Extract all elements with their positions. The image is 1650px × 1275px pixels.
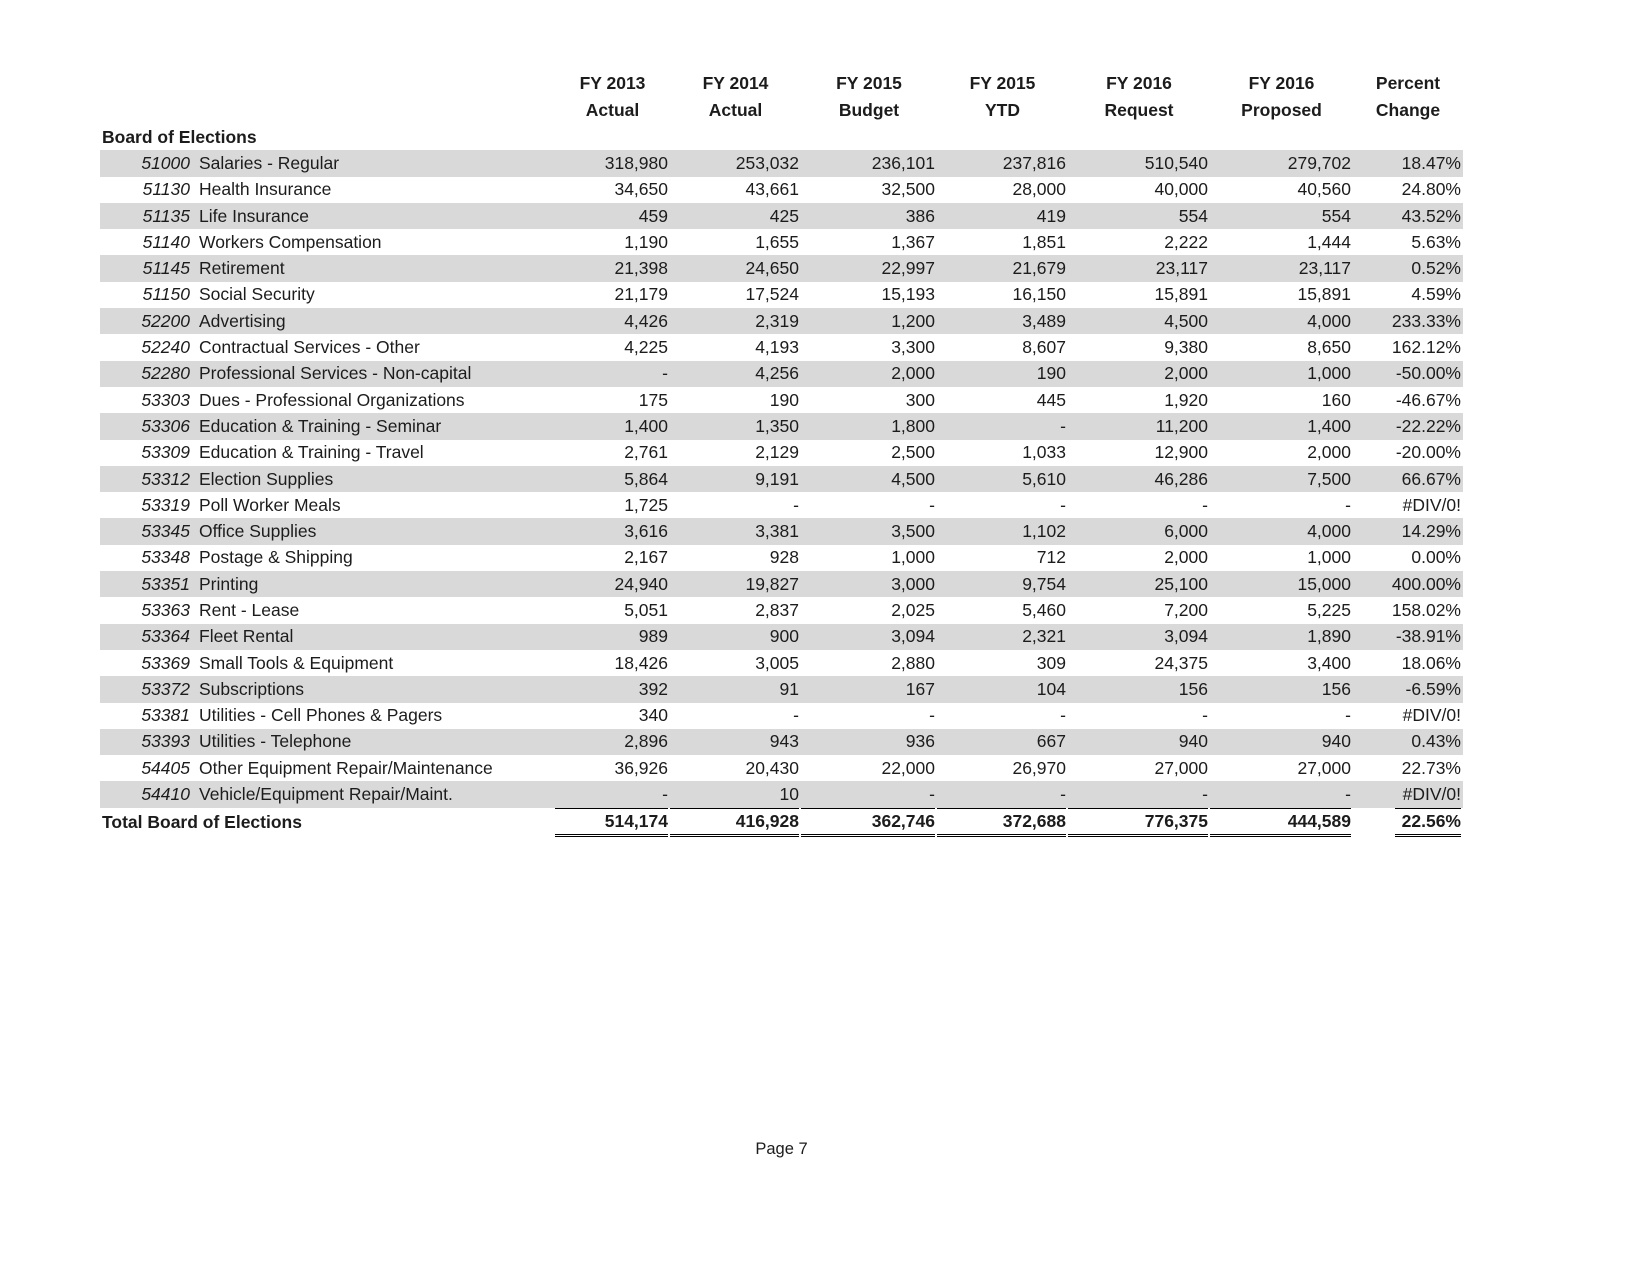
- cell-value: 400.00%: [1391, 573, 1461, 594]
- account-cell: [100, 518, 555, 544]
- cell-value: 66.67%: [1401, 468, 1461, 489]
- cell-value: 12,900: [1154, 442, 1208, 463]
- table-row: [100, 597, 1463, 623]
- cell-value: 19,827: [745, 573, 799, 594]
- account-code: 53303: [141, 389, 190, 410]
- account-label: Poll Worker Meals: [199, 494, 341, 515]
- cell-value: 940: [1178, 731, 1208, 752]
- column-header: FY 2014 Actual: [702, 73, 769, 120]
- cell-value: 340: [638, 705, 668, 726]
- cell-value: 300: [905, 389, 935, 410]
- cell-value: 3,500: [891, 521, 935, 542]
- cell-value: 419: [1036, 205, 1066, 226]
- cell-value: 989: [638, 626, 668, 647]
- cell-value: -: [662, 363, 668, 384]
- cell-value: 167: [905, 678, 935, 699]
- cell-value: 4,500: [1164, 310, 1208, 331]
- cell-value: 5,864: [624, 468, 668, 489]
- cell-value: 7,200: [1164, 599, 1208, 620]
- cell-value: 158.02%: [1391, 599, 1461, 620]
- table-row: [100, 203, 1463, 229]
- cell-value: 16,150: [1012, 284, 1066, 305]
- account-cell: [100, 781, 555, 807]
- cell-value: -: [1345, 705, 1351, 726]
- account-code: 51130: [142, 179, 190, 200]
- cell-value: 40,000: [1154, 179, 1208, 200]
- account-cell: [100, 676, 555, 702]
- cell-value: 2,167: [624, 547, 668, 568]
- account-cell: [100, 413, 555, 439]
- cell-value: 943: [769, 731, 799, 752]
- cell-value: 28,000: [1012, 179, 1066, 200]
- cell-value: 236,101: [871, 152, 935, 173]
- cell-value: 253,032: [735, 152, 799, 173]
- cell-value: 2,000: [891, 363, 935, 384]
- account-label: Professional Services - Non-capital: [199, 363, 472, 384]
- cell-value: 7,500: [1307, 468, 1351, 489]
- total-value: 416,928: [670, 808, 801, 837]
- cell-value: 24,650: [745, 258, 799, 279]
- cell-value: 156: [1321, 678, 1351, 699]
- cell-value: 667: [1036, 731, 1066, 752]
- cell-value: -: [929, 784, 935, 805]
- cell-value: 23,117: [1298, 258, 1351, 279]
- cell-value: 2,000: [1164, 547, 1208, 568]
- cell-value: 1,367: [891, 231, 935, 252]
- cell-value: 160: [1321, 389, 1351, 410]
- cell-value: 445: [1036, 389, 1066, 410]
- account-label: Contractual Services - Other: [199, 337, 420, 358]
- cell-value: -: [1060, 705, 1066, 726]
- account-label: Social Security: [199, 284, 315, 305]
- account-label: Fleet Rental: [199, 626, 294, 647]
- table-row: [100, 492, 1463, 518]
- account-code: 53309: [141, 442, 190, 463]
- account-code: 51150: [142, 284, 190, 305]
- table-row: [100, 255, 1463, 281]
- cell-value: 15,000: [1297, 573, 1351, 594]
- total-label: Total Board of Elections: [102, 811, 302, 832]
- cell-value: -: [1060, 415, 1066, 436]
- header-row: [100, 70, 1463, 124]
- cell-value: 36,926: [614, 757, 668, 778]
- cell-value: 4,225: [624, 337, 668, 358]
- cell-value: 5,051: [624, 599, 668, 620]
- account-code: 51140: [142, 231, 190, 252]
- account-cell: [100, 729, 555, 755]
- cell-value: 3,616: [624, 521, 668, 542]
- cell-value: 2,321: [1022, 626, 1066, 647]
- cell-value: 18.47%: [1401, 152, 1461, 173]
- cell-value: 712: [1036, 547, 1066, 568]
- cell-value: 554: [1178, 205, 1208, 226]
- cell-value: 459: [638, 205, 668, 226]
- account-cell: [100, 571, 555, 597]
- account-label: Utilities - Telephone: [199, 731, 352, 752]
- cell-value: 18.06%: [1401, 652, 1461, 673]
- section-title: Board of Elections: [102, 126, 257, 147]
- budget-sheet: [100, 70, 1463, 837]
- total-value: 22.56%: [1353, 808, 1463, 837]
- cell-value: 27,000: [1154, 757, 1208, 778]
- account-label: Education & Training - Travel: [199, 442, 424, 463]
- cell-value: -50.00%: [1395, 363, 1461, 384]
- cell-value: 2,880: [891, 652, 935, 673]
- cell-value: 510,540: [1144, 152, 1208, 173]
- cell-value: 2,761: [624, 442, 668, 463]
- cell-value: 940: [1321, 731, 1351, 752]
- cell-value: -: [793, 494, 799, 515]
- cell-value: -46.67%: [1395, 389, 1461, 410]
- account-code: 51000: [141, 152, 190, 173]
- cell-value: 900: [769, 626, 799, 647]
- section-row: [100, 124, 1463, 150]
- cell-value: 3,005: [755, 652, 799, 673]
- account-cell: [100, 703, 555, 729]
- cell-value: 190: [1036, 363, 1066, 384]
- account-code: 53369: [141, 652, 190, 673]
- cell-value: 0.00%: [1411, 547, 1461, 568]
- account-code: 54405: [141, 757, 190, 778]
- total-value: 514,174: [555, 808, 670, 837]
- cell-value: 91: [779, 678, 799, 699]
- cell-value: 22.73%: [1401, 757, 1461, 778]
- cell-value: 26,970: [1012, 757, 1066, 778]
- cell-value: -6.59%: [1405, 678, 1461, 699]
- cell-value: 1,000: [891, 547, 935, 568]
- cell-value: 1,800: [891, 415, 935, 436]
- account-code: 53306: [141, 415, 190, 436]
- account-cell: [100, 597, 555, 623]
- cell-value: #DIV/0!: [1402, 784, 1461, 805]
- account-label: Election Supplies: [199, 468, 334, 489]
- cell-value: 156: [1178, 678, 1208, 699]
- total-row: [100, 808, 1463, 837]
- cell-value: 233.33%: [1391, 310, 1461, 331]
- cell-value: -: [929, 705, 935, 726]
- budget-table: [100, 70, 1463, 837]
- cell-value: 554: [1321, 205, 1351, 226]
- table-row: [100, 413, 1463, 439]
- cell-value: 1,890: [1307, 626, 1351, 647]
- account-label: Salaries - Regular: [199, 152, 340, 173]
- cell-value: 1,350: [755, 415, 799, 436]
- cell-value: 2,000: [1307, 442, 1351, 463]
- cell-value: 10: [779, 784, 799, 805]
- account-code: 53351: [141, 573, 190, 594]
- column-header: FY 2016 Proposed: [1241, 73, 1322, 120]
- cell-value: 936: [905, 731, 935, 752]
- cell-value: 2,500: [891, 442, 935, 463]
- cell-value: -: [793, 705, 799, 726]
- cell-value: 43.52%: [1401, 205, 1461, 226]
- cell-value: 24,940: [614, 573, 668, 594]
- cell-value: 4,000: [1307, 310, 1351, 331]
- cell-value: 318,980: [604, 152, 668, 173]
- page-footer: Page 7: [755, 1140, 808, 1158]
- cell-value: 104: [1036, 678, 1066, 699]
- account-label: Life Insurance: [199, 205, 309, 226]
- account-cell: [100, 466, 555, 492]
- cell-value: 17,524: [745, 284, 799, 305]
- cell-value: 4,193: [755, 337, 799, 358]
- cell-value: 1,725: [624, 494, 668, 515]
- account-code: 53372: [141, 678, 190, 699]
- cell-value: 4.59%: [1411, 284, 1461, 305]
- account-cell: [100, 150, 555, 176]
- cell-value: 3,489: [1022, 310, 1066, 331]
- column-header: Percent Change: [1375, 73, 1441, 120]
- table-row: [100, 518, 1463, 544]
- table-row: [100, 150, 1463, 176]
- table-row: [100, 755, 1463, 781]
- cell-value: 1,444: [1307, 231, 1351, 252]
- cell-value: 9,191: [755, 468, 799, 489]
- cell-value: 11,200: [1155, 415, 1208, 436]
- table-row: [100, 729, 1463, 755]
- account-label: Rent - Lease: [199, 599, 300, 620]
- cell-value: 386: [905, 205, 935, 226]
- cell-value: 5,610: [1022, 468, 1066, 489]
- cell-value: 40,560: [1297, 179, 1351, 200]
- cell-value: 15,891: [1297, 284, 1351, 305]
- cell-value: 5,460: [1022, 599, 1066, 620]
- account-code: 51135: [142, 205, 190, 226]
- account-cell: [100, 308, 555, 334]
- account-cell: [100, 334, 555, 360]
- table-row: [100, 781, 1463, 807]
- account-code: 54410: [141, 784, 190, 805]
- total-value: 362,746: [801, 808, 937, 837]
- column-header: FY 2016 Request: [1104, 73, 1174, 120]
- cell-value: 1,400: [624, 415, 668, 436]
- table-row: [100, 229, 1463, 255]
- account-label: Workers Compensation: [199, 231, 382, 252]
- cell-value: 25,100: [1154, 573, 1208, 594]
- account-label: Postage & Shipping: [199, 547, 353, 568]
- cell-value: 2,837: [755, 599, 799, 620]
- cell-value: 3,094: [891, 626, 935, 647]
- cell-value: 2,319: [755, 310, 799, 331]
- cell-value: -: [1202, 705, 1208, 726]
- cell-value: 3,381: [755, 521, 799, 542]
- account-label: Vehicle/Equipment Repair/Maint.: [199, 784, 453, 805]
- account-code: 53364: [141, 626, 190, 647]
- cell-value: 1,190: [624, 231, 668, 252]
- account-code: 52200: [141, 310, 190, 331]
- account-cell: [100, 650, 555, 676]
- table-row: [100, 177, 1463, 203]
- cell-value: 5,225: [1307, 599, 1351, 620]
- table-row: [100, 624, 1463, 650]
- cell-value: 392: [638, 678, 668, 699]
- cell-value: 9,754: [1022, 573, 1066, 594]
- account-code: 53381: [141, 705, 190, 726]
- table-row: [100, 703, 1463, 729]
- cell-value: 20,430: [745, 757, 799, 778]
- cell-value: 1,200: [891, 310, 935, 331]
- total-value: 372,688: [937, 808, 1068, 837]
- cell-value: 4,256: [755, 363, 799, 384]
- account-label: Dues - Professional Organizations: [199, 389, 465, 410]
- cell-value: 237,816: [1002, 152, 1066, 173]
- cell-value: #DIV/0!: [1402, 705, 1461, 726]
- cell-value: 21,179: [614, 284, 668, 305]
- account-cell: [100, 361, 555, 387]
- account-code: 53348: [141, 547, 190, 568]
- cell-value: 18,426: [614, 652, 668, 673]
- account-label: Retirement: [199, 258, 285, 279]
- cell-value: 8,607: [1022, 337, 1066, 358]
- account-cell: [100, 203, 555, 229]
- account-label: Utilities - Cell Phones & Pagers: [199, 705, 443, 726]
- cell-value: 190: [769, 389, 799, 410]
- account-label: Health Insurance: [199, 179, 332, 200]
- cell-value: -38.91%: [1395, 626, 1461, 647]
- table-row: [100, 387, 1463, 413]
- cell-value: 2,129: [755, 442, 799, 463]
- table-row: [100, 282, 1463, 308]
- cell-value: -: [1202, 784, 1208, 805]
- header-spacer: [100, 70, 555, 124]
- table-row: [100, 545, 1463, 571]
- cell-value: 15,193: [881, 284, 935, 305]
- cell-value: 1,920: [1164, 389, 1208, 410]
- total-value: 776,375: [1068, 808, 1210, 837]
- cell-value: 928: [769, 547, 799, 568]
- account-cell: [100, 387, 555, 413]
- account-cell: [100, 624, 555, 650]
- account-code: 53393: [141, 731, 190, 752]
- cell-value: 21,398: [614, 258, 668, 279]
- account-label: Education & Training - Seminar: [199, 415, 442, 436]
- cell-value: 6,000: [1164, 521, 1208, 542]
- account-label: Printing: [199, 573, 259, 594]
- account-code: 53319: [141, 494, 190, 515]
- account-label: Advertising: [199, 310, 286, 331]
- cell-value: 162.12%: [1391, 337, 1461, 358]
- cell-value: 32,500: [881, 179, 935, 200]
- cell-value: 15,891: [1154, 284, 1208, 305]
- cell-value: 279,702: [1287, 152, 1351, 173]
- cell-value: -: [1345, 784, 1351, 805]
- cell-value: 1,400: [1307, 415, 1351, 436]
- account-cell: [100, 755, 555, 781]
- account-label: Other Equipment Repair/Maintenance: [199, 757, 493, 778]
- account-cell: [100, 255, 555, 281]
- cell-value: -: [929, 494, 935, 515]
- account-cell: [100, 177, 555, 203]
- cell-value: -22.22%: [1395, 415, 1461, 436]
- account-label: Office Supplies: [199, 521, 317, 542]
- cell-value: 34,650: [614, 179, 668, 200]
- cell-value: -: [1060, 494, 1066, 515]
- cell-value: 3,400: [1307, 652, 1351, 673]
- account-code: 53363: [141, 599, 190, 620]
- cell-value: 8,650: [1307, 337, 1351, 358]
- account-code: 52240: [141, 337, 190, 358]
- cell-value: 5.63%: [1411, 231, 1461, 252]
- cell-value: 175: [638, 389, 668, 410]
- cell-value: 309: [1036, 652, 1066, 673]
- cell-value: 21,679: [1012, 258, 1066, 279]
- cell-value: 1,033: [1022, 442, 1066, 463]
- cell-value: 2,896: [624, 731, 668, 752]
- account-cell: [100, 440, 555, 466]
- cell-value: 425: [769, 205, 799, 226]
- cell-value: 1,851: [1022, 231, 1066, 252]
- table-row: [100, 440, 1463, 466]
- column-header: FY 2015 Budget: [836, 73, 902, 120]
- account-code: 51145: [142, 258, 190, 279]
- cell-value: 4,000: [1307, 521, 1351, 542]
- cell-value: 3,094: [1164, 626, 1208, 647]
- cell-value: 3,300: [891, 337, 935, 358]
- cell-value: #DIV/0!: [1402, 494, 1461, 515]
- total-value: 444,589: [1210, 808, 1353, 837]
- cell-value: 46,286: [1154, 468, 1208, 489]
- cell-value: 1,000: [1307, 363, 1351, 384]
- cell-value: 9,380: [1164, 337, 1208, 358]
- account-cell: [100, 229, 555, 255]
- cell-value: 0.52%: [1411, 258, 1461, 279]
- table-row: [100, 308, 1463, 334]
- account-code: 52280: [141, 363, 190, 384]
- account-cell: [100, 545, 555, 571]
- cell-value: 14.29%: [1401, 521, 1461, 542]
- cell-value: 22,997: [881, 258, 935, 279]
- table-row: [100, 334, 1463, 360]
- table-row: [100, 650, 1463, 676]
- cell-value: -: [662, 784, 668, 805]
- cell-value: -: [1345, 494, 1351, 515]
- cell-value: 2,025: [891, 599, 935, 620]
- cell-value: 3,000: [891, 573, 935, 594]
- column-header: FY 2013 Actual: [579, 73, 646, 120]
- account-code: 53312: [141, 468, 190, 489]
- cell-value: 43,661: [745, 179, 799, 200]
- cell-value: -: [1060, 784, 1066, 805]
- account-label: Subscriptions: [199, 678, 305, 699]
- account-label: Small Tools & Equipment: [199, 652, 394, 673]
- account-code: 53345: [141, 521, 190, 542]
- cell-value: 1,102: [1022, 521, 1066, 542]
- account-cell: [100, 492, 555, 518]
- cell-value: 2,222: [1164, 231, 1208, 252]
- table-row: [100, 676, 1463, 702]
- cell-value: 27,000: [1297, 757, 1351, 778]
- cell-value: 2,000: [1164, 363, 1208, 384]
- cell-value: 24,375: [1154, 652, 1208, 673]
- cell-value: 23,117: [1155, 258, 1208, 279]
- column-header: FY 2015 YTD: [969, 73, 1036, 120]
- cell-value: -20.00%: [1395, 442, 1461, 463]
- cell-value: 1,000: [1307, 547, 1351, 568]
- cell-value: 22,000: [881, 757, 935, 778]
- table-row: [100, 466, 1463, 492]
- cell-value: -: [1202, 494, 1208, 515]
- cell-value: 1,655: [755, 231, 799, 252]
- cell-value: 24.80%: [1401, 179, 1461, 200]
- table-row: [100, 361, 1463, 387]
- cell-value: 4,500: [891, 468, 935, 489]
- cell-value: 0.43%: [1411, 731, 1461, 752]
- cell-value: 4,426: [624, 310, 668, 331]
- table-row: [100, 571, 1463, 597]
- account-cell: [100, 282, 555, 308]
